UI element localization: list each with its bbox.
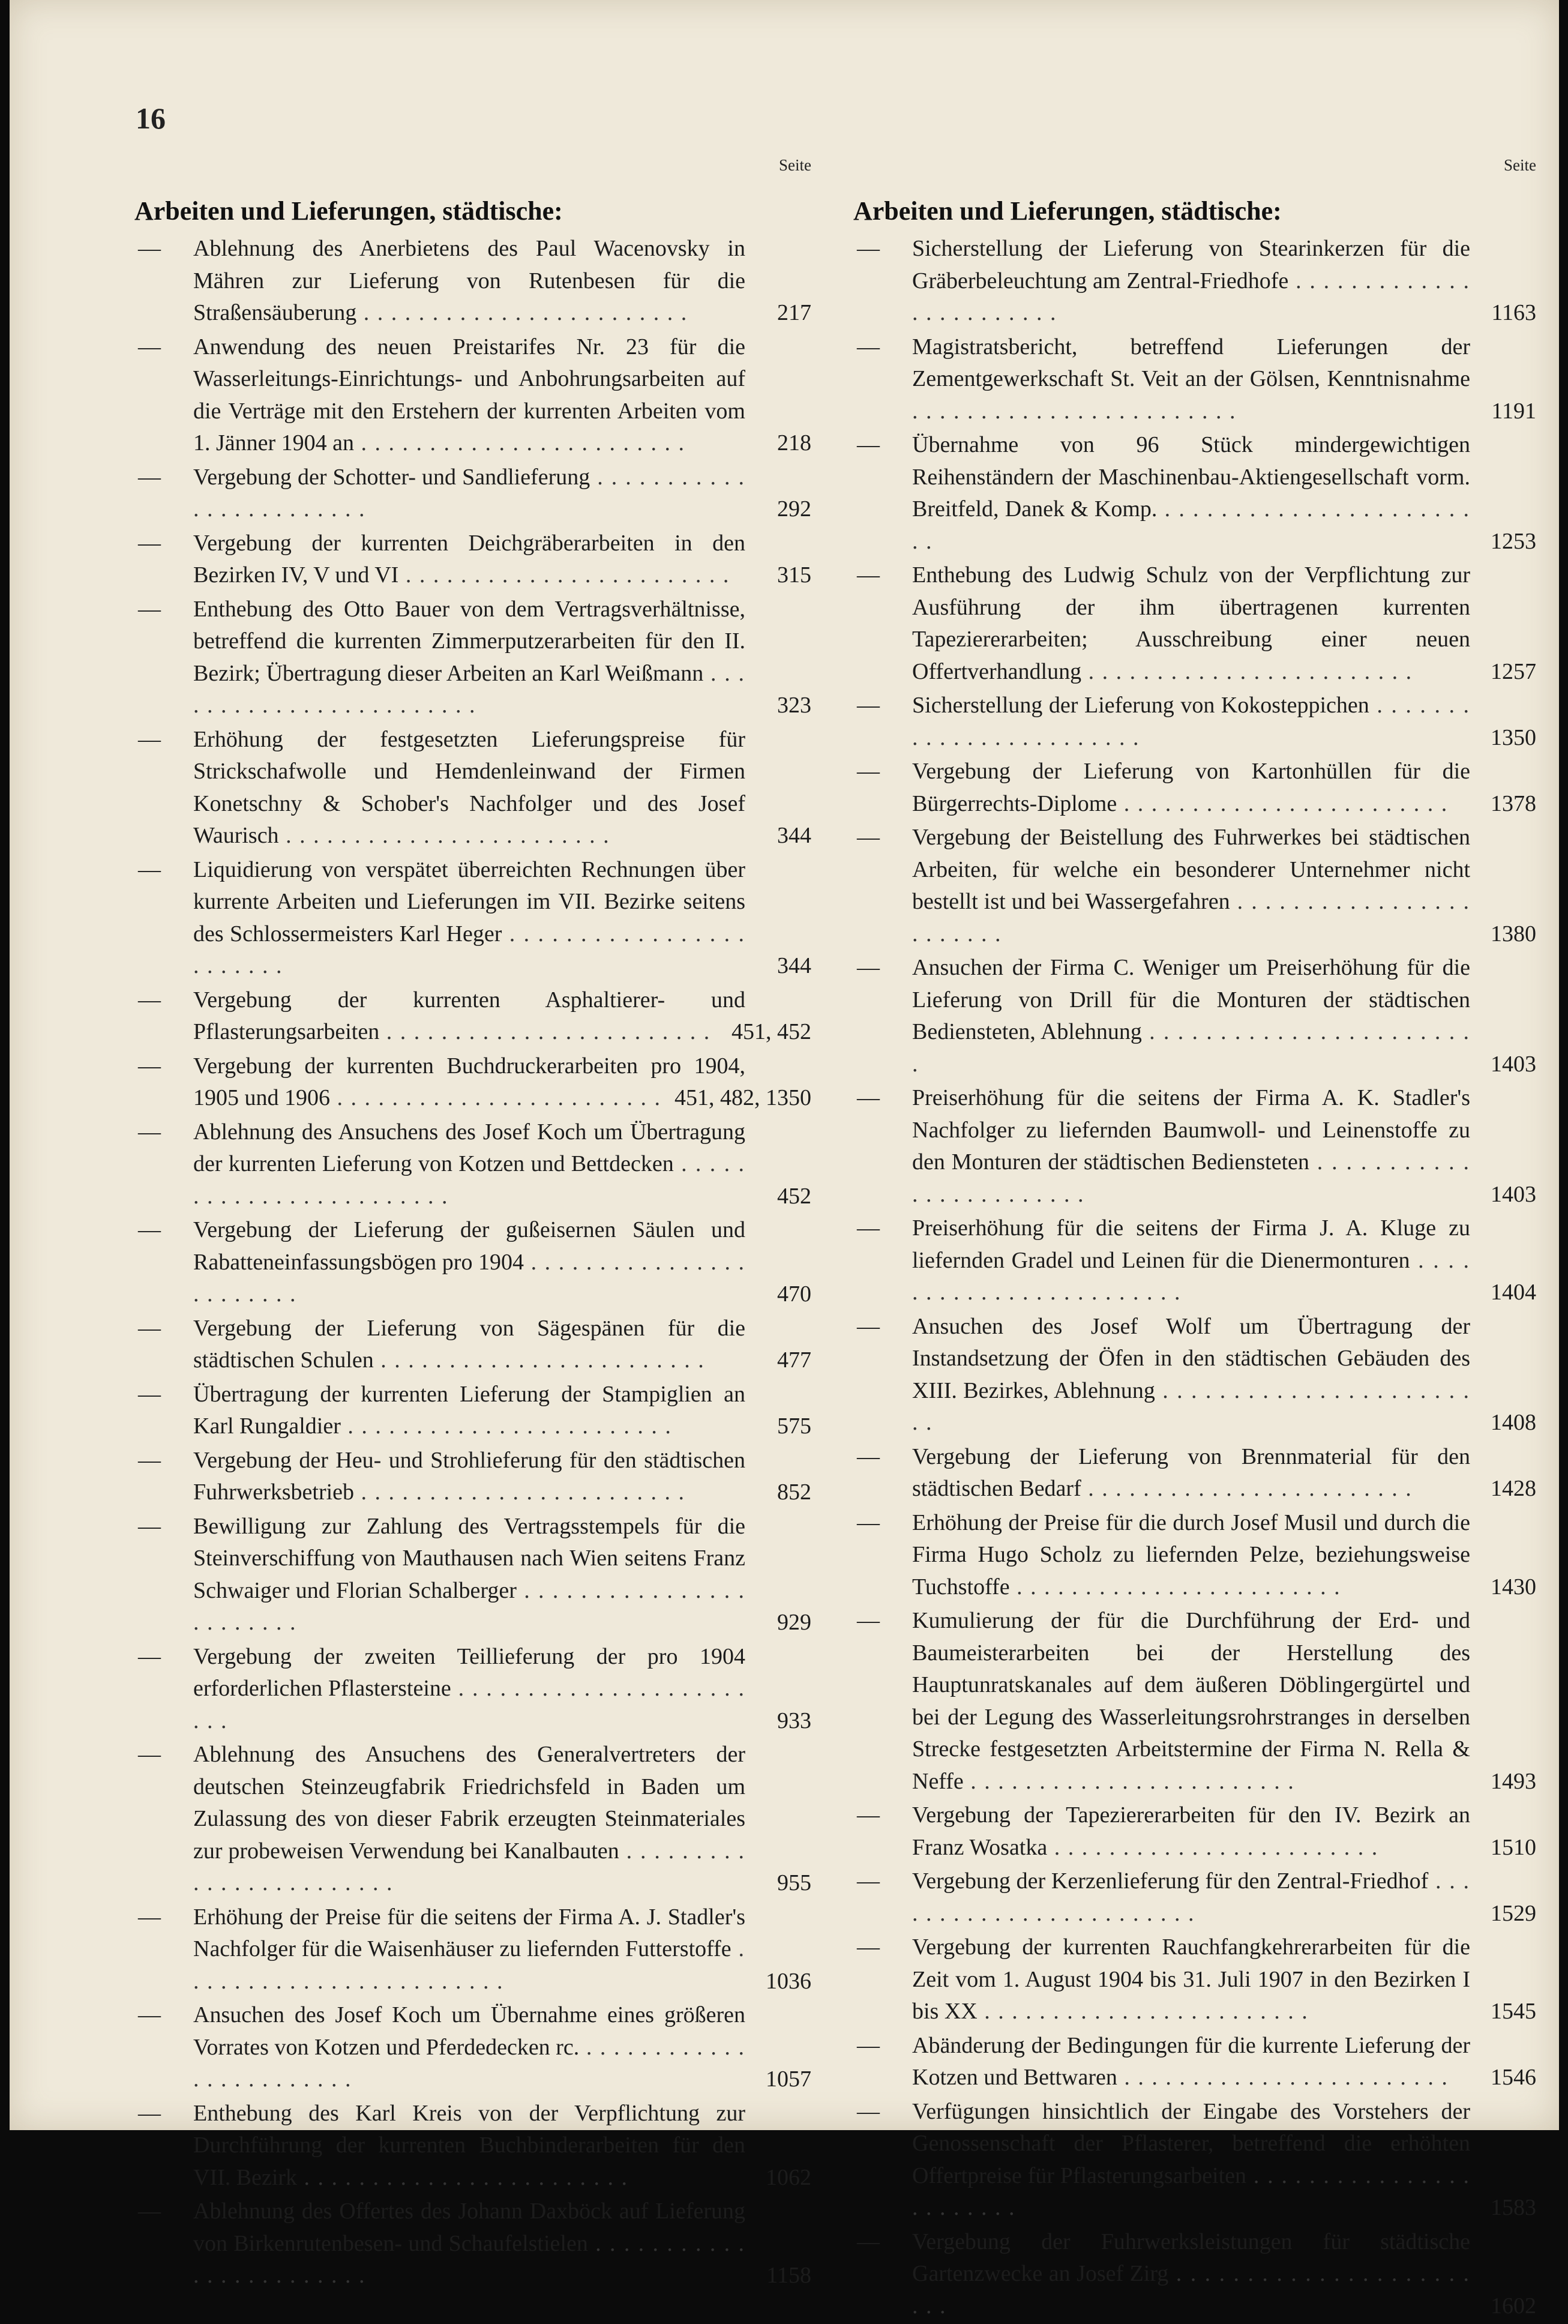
page-reference: 1428 <box>1491 1476 1536 1501</box>
page-reference: 852 <box>777 1480 811 1505</box>
page-number: 16 <box>136 101 166 135</box>
entry-dash: — <box>138 987 161 1013</box>
entry-text-wrap <box>193 462 745 526</box>
entry-dash: — <box>138 1217 161 1242</box>
index-entry <box>127 462 811 526</box>
page-reference: 929 <box>777 1610 811 1635</box>
index-entry <box>846 233 1536 330</box>
index-entry <box>846 1799 1536 1864</box>
entry-text: Vergebung der Lieferung der gußeisernen Säulen und Rabatteneinfassungsbögen pro 1904 . . . <box>193 1217 745 1307</box>
entry-dash: — <box>138 1381 161 1407</box>
index-entry <box>846 1441 1536 1505</box>
entry-dash: — <box>138 726 161 752</box>
index-entry <box>127 1901 811 1998</box>
index-entry <box>846 952 1536 1080</box>
page-reference: 1583 <box>1491 2195 1536 2220</box>
index-entry <box>127 2098 811 2194</box>
entry-text-wrap <box>912 2096 1470 2224</box>
index-entry <box>127 984 811 1049</box>
entry-list <box>846 233 1536 2324</box>
index-entry <box>127 528 811 592</box>
entry-text: Vergebung der Kerzenlieferung für den Zentral-Friedhof . . . <box>912 1868 1470 1926</box>
entry-text-wrap <box>912 2226 1470 2323</box>
entry-text: Übernahme von 96 Stück mindergewichtigen Reihenständern der Maschinenbau-Aktiengesellschaft vorm. Breitfeld, Danek & Komp. . . . <box>912 432 1470 554</box>
page-reference: 218 <box>777 430 811 456</box>
entry-dash: — <box>857 759 880 784</box>
entry-text-wrap <box>193 854 745 983</box>
entry-text: Erhöhung der Preise für die seitens der Firma A. J. Stadler's Nachfolger für die Waisenhäuser zu liefernden Futterstoffe . . . <box>193 1904 745 1994</box>
index-entry <box>846 1865 1536 1930</box>
entry-dash: — <box>857 236 880 261</box>
index-entry <box>846 1931 1536 2028</box>
entry-text: Bewilligung zur Zahlung des Vertragsstempels für die Steinverschiffung von Mauthausen nach Wien seitens Franz Schwaiger und Florian Schalberger . . . <box>193 1514 745 1636</box>
page-reference: 470 <box>777 1281 811 1307</box>
entry-text-wrap <box>193 331 745 460</box>
index-entry <box>127 2196 811 2292</box>
entry-dash: — <box>857 825 880 850</box>
entry-dash: — <box>138 464 161 490</box>
index-entry <box>846 1605 1536 1798</box>
page-reference: 217 <box>777 300 811 325</box>
entry-text: Erhöhung der festgesetzten Lieferungspreise für Strickschafwolle und Hemdenleinwand der Firmen Konetschny & Schober's Nachfolger und des Josef Waurisch . . . <box>193 727 745 849</box>
entry-text: Anwendung des neuen Preistarifes Nr. 23 für die Wasserleitungs-Einrichtungs- und Anbohrungsarbeiten auf die Verträge mit den Erstehern der kurrenten Arbeiten vom 1. Jänner 1904 an . . . <box>193 334 745 456</box>
entry-dash: — <box>857 334 880 360</box>
page-reference: 315 <box>777 562 811 588</box>
entry-text-wrap <box>193 1379 745 1443</box>
entry-text-wrap <box>912 1311 1470 1439</box>
entry-text: Liquidierung von verspätet überreichten Rechnungen über kurrente Arbeiten und Lieferungen im VII. Bezirke seitens des Schlossermeisters Karl Heger . . . <box>193 857 745 979</box>
entry-text: Ansuchen des Josef Koch um Übernahme eines größeren Vorrates von Kotzen und Pferdedecken rc. . . . <box>193 2002 745 2092</box>
entry-text: Vergebung der Lieferung von Brennmaterial für den städtischen Bedarf . . . <box>912 1444 1470 1502</box>
page-reference: 1036 <box>766 1968 811 1994</box>
entry-text: Vergebung der Lieferung von Sägespänen für die städtischen Schulen . . . <box>193 1316 745 1373</box>
entry-text-wrap <box>193 1050 745 1115</box>
entry-text-wrap <box>912 1441 1470 1505</box>
index-entry <box>127 1999 811 2096</box>
entry-dash: — <box>138 1513 161 1539</box>
page-reference: 477 <box>777 1347 811 1373</box>
entry-text-wrap <box>912 1212 1470 1309</box>
entry-text-wrap <box>912 1605 1470 1798</box>
index-entry <box>127 1511 811 1639</box>
entry-text: Vergebung der Heu- und Strohlieferung für den städtischen Fuhrwerksbetrieb . . . <box>193 1448 745 1505</box>
entry-text-wrap <box>912 1507 1470 1604</box>
entry-text: Vergebung der kurrenten Asphaltierer- und Pflasterungsarbeiten . . . <box>193 987 745 1045</box>
entry-text-wrap <box>193 2098 745 2194</box>
index-entry <box>846 1311 1536 1439</box>
entry-text-wrap <box>193 1445 745 1509</box>
entry-text: Übertragung der kurrenten Lieferung der Stampiglien an Karl Rungaldier . . . <box>193 1382 745 1439</box>
entry-dash: — <box>857 432 880 457</box>
index-entry <box>127 1214 811 1311</box>
entry-text: Sicherstellung der Lieferung von Kokosteppichen . . . <box>912 693 1470 750</box>
page-reference: 1378 <box>1491 790 1536 816</box>
entry-dash: — <box>138 596 161 622</box>
entry-text-wrap <box>912 429 1470 558</box>
page-reference: 1404 <box>1491 1280 1536 1305</box>
entry-text: Vergebung der Lieferung von Kartonhüllen für die Bürgerrechts-Diplome . . . <box>912 759 1470 816</box>
index-entry <box>846 1212 1536 1309</box>
page-reference: 1408 <box>1491 1410 1536 1435</box>
entry-text-wrap <box>912 756 1470 820</box>
entry-text: Vergebung der Fuhrwerksleistungen für städtische Gartenzwecke an Josef Zirg . . . <box>912 2229 1470 2319</box>
index-entry <box>127 331 811 460</box>
entry-text: Preiserhöhung für die seitens der Firma A. K. Stadler's Nachfolger zu liefernden Baumwoll- und Leinenstoffe zu den Monturen der städtischen Bediensteten . . . <box>912 1085 1470 1207</box>
page-reference: 292 <box>777 496 811 522</box>
entry-text-wrap <box>912 952 1470 1080</box>
entry-text-wrap <box>193 528 745 592</box>
page-reference: 1510 <box>1491 1834 1536 1860</box>
entry-text: Vergebung der Tapeziererarbeiten für den IV. Bezirk an Franz Wosatka . . . <box>912 1802 1470 1860</box>
entry-list <box>127 233 811 2294</box>
page <box>10 0 1559 2319</box>
entry-dash: — <box>857 2098 880 2124</box>
entry-text: Ablehnung des Ansuchens des Generalvertreters der deutschen Steinzeugfabrik Friedrichsfeld in Baden um Zulassung des von dieser Fabrik erzeugten Steinmateriales zur probeweisen Verwendung bei Kanalbauten . . . <box>193 1742 745 1895</box>
page-reference: 1403 <box>1491 1181 1536 1207</box>
index-entry <box>846 429 1536 558</box>
entry-dash: — <box>857 693 880 718</box>
entry-dash: — <box>857 1313 880 1339</box>
index-entry <box>127 724 811 852</box>
entry-dash: — <box>138 334 161 360</box>
entry-text: Enthebung des Otto Bauer von dem Vertragsverhältnisse, betreffend die kurrenten Zimmerputzerarbeiten für den II. Bezirk; Übertragung dieser Arbeiten an Karl Weißmann . . . <box>193 597 745 718</box>
entry-text-wrap <box>912 559 1470 688</box>
entry-dash: — <box>138 530 161 556</box>
index-entry <box>846 2226 1536 2323</box>
entry-text-wrap <box>193 1739 745 1900</box>
entry-text-wrap <box>193 1116 745 1213</box>
page-reference: 1257 <box>1491 658 1536 684</box>
entry-text-wrap <box>912 1865 1470 1930</box>
entry-dash: — <box>138 2100 161 2126</box>
index-entry <box>846 756 1536 820</box>
entry-dash: — <box>138 2002 161 2027</box>
entry-text: Magistratsbericht, betreffend Lieferungen der Zementgewerkschaft St. Veit an der Gölsen, Kenntnisnahme . . . <box>912 334 1470 424</box>
entry-text: Ansuchen der Firma C. Weniger um Preiserhöhung für die Lieferung von Drill für die Monturen der städtischen Bediensteten, Ablehnung . . . <box>912 955 1470 1077</box>
index-entry <box>846 559 1536 688</box>
entry-text: Enthebung des Karl Kreis von der Verpflichtung zur Durchführung der kurrenten Buchbinderarbeiten für den VII. Bezirk . . . <box>193 2101 745 2190</box>
entry-dash: — <box>857 1510 880 1535</box>
index-entry <box>127 594 811 722</box>
entry-text: Vergebung der kurrenten Rauchfangkehrerarbeiten für die Zeit vom 1. August 1904 bis 31. Juli 1907 in den Bezirken I bis XX . . . <box>912 1934 1470 2024</box>
seite-label: Seite <box>1504 156 1536 174</box>
entry-dash: — <box>857 1215 880 1241</box>
section-heading: Arbeiten und Lieferungen, städtische: <box>134 196 563 226</box>
page-reference: 1380 <box>1491 921 1536 947</box>
entry-text-wrap <box>193 724 745 852</box>
index-entry <box>127 1739 811 1900</box>
entry-text: Verfügungen hinsichtlich der Eingabe des Vorstehers der Genossenschaft der Pflasterer, betreffend die erhöhten Offertpreise für Pflasterungsarbeiten . . . <box>912 2099 1470 2221</box>
page-reference: 344 <box>777 823 811 848</box>
index-entry <box>127 1379 811 1443</box>
seite-label: Seite <box>779 156 811 174</box>
entry-text: Preiserhöhung für die seitens der Firma J. A. Kluge zu liefernden Gradel und Leinen für die Dienermonturen . . . <box>912 1215 1470 1305</box>
page-reference: 1430 <box>1491 1574 1536 1600</box>
entry-dash: — <box>857 1085 880 1110</box>
page-reference: 1602 <box>1491 2293 1536 2319</box>
index-entry <box>846 822 1536 950</box>
index-entry <box>127 1050 811 1115</box>
page-reference: 1191 <box>1491 398 1536 424</box>
entry-text: Vergebung der zweiten Teillieferung der pro 1904 erforderlichen Pflastersteine . . . <box>193 1644 745 1733</box>
entry-dash: — <box>857 1608 880 1633</box>
index-entry <box>846 690 1536 754</box>
page-reference: 323 <box>777 693 811 718</box>
entry-text-wrap <box>912 331 1470 428</box>
index-entry <box>127 1641 811 1738</box>
entry-dash: — <box>138 1643 161 1669</box>
page-reference: 1493 <box>1491 1768 1536 1794</box>
page-reference: 575 <box>777 1413 811 1439</box>
index-entry <box>846 331 1536 428</box>
entry-dash: — <box>138 236 161 261</box>
index-entry <box>846 2030 1536 2094</box>
index-entry <box>127 854 811 983</box>
entry-text: Vergebung der Beistellung des Fuhrwerkes bei städtischen Arbeiten, für welche ein besonderer Unternehmer nicht bestellt ist und bei Wassergefahren . . . <box>912 825 1470 947</box>
index-entry <box>127 233 811 330</box>
page-reference: 1062 <box>766 2164 811 2190</box>
entry-text-wrap <box>193 1641 745 1738</box>
entry-text: Kumulierung der für die Durchführung der Erd- und Baumeisterarbeiten bei der Herstellung des Hauptunratskanales auf dem äußeren Döblingergürtel und bei der Legung des Wasserleitungsrohrstranges in derselben Strecke festgesetzten Arbeitstermine der Firma N. Rella & Neffe . . . <box>912 1608 1470 1794</box>
page-reference: 1403 <box>1491 1051 1536 1077</box>
entry-text: Ablehnung des Anerbietens des Paul Wacenovsky in Mähren zur Lieferung von Rutenbesen für die Straßensäuberung . . . <box>193 236 745 325</box>
entry-text: Enthebung des Ludwig Schulz von der Verpflichtung zur Ausführung der ihm übertragenen kurrenten Tapeziererarbeiten; Ausschreibung einer neuen Offertverhandlung . . . <box>912 562 1470 684</box>
entry-text-wrap <box>193 1511 745 1639</box>
entry-dash: — <box>857 1802 880 1828</box>
page-reference: 344 <box>777 953 811 978</box>
index-entry <box>127 1445 811 1509</box>
entry-text-wrap <box>193 2196 745 2292</box>
page-reference: 451, 452 <box>731 1019 811 1044</box>
entry-dash: — <box>138 1119 161 1145</box>
page-reference: 1057 <box>766 2067 811 2092</box>
entry-dash: — <box>138 1447 161 1473</box>
page-reference: 452 <box>777 1183 811 1209</box>
index-entry <box>846 1507 1536 1604</box>
entry-text: Abänderung der Bedingungen für die kurrente Lieferung der Kotzen und Bettwaren . . . <box>912 2033 1470 2091</box>
entry-text: Vergebung der kurrenten Buchdruckerarbeiten pro 1904, 1905 und 1906 . . . <box>193 1053 745 1111</box>
entry-text-wrap <box>193 1313 745 1377</box>
page-reference: 1546 <box>1491 2065 1536 2090</box>
entry-dash: — <box>138 856 161 882</box>
entry-text-wrap <box>912 690 1470 754</box>
entry-dash: — <box>857 1934 880 1960</box>
entry-dash: — <box>138 1315 161 1341</box>
entry-text-wrap <box>193 1901 745 1998</box>
index-entry <box>846 1082 1536 1211</box>
entry-text: Erhöhung der Preise für die durch Josef Musil und durch die Firma Hugo Scholz zu liefernden Pelze, beziehungsweise Tuchstoffe . . . <box>912 1510 1470 1600</box>
index-entry <box>846 2096 1536 2224</box>
entry-text-wrap <box>912 1082 1470 1211</box>
entry-text: Ansuchen des Josef Wolf um Übertragung der Instandsetzung der Öfen in den städtischen Gebäuden des XIII. Bezirkes, Ablehnung . . . <box>912 1314 1470 1436</box>
page-reference: 933 <box>777 1708 811 1733</box>
entry-text: Vergebung der kurrenten Deichgräberarbeiten in den Bezirken IV, V und VI . . . <box>193 531 745 588</box>
entry-dash: — <box>857 2032 880 2058</box>
page-reference: 451, 482, 1350 <box>674 1085 811 1110</box>
entry-dash: — <box>857 2229 880 2254</box>
entry-dash: — <box>138 1742 161 1767</box>
entry-dash: — <box>857 562 880 588</box>
index-entry <box>127 1116 811 1213</box>
entry-text-wrap <box>193 984 745 1049</box>
entry-dash: — <box>857 955 880 980</box>
entry-text-wrap <box>912 822 1470 950</box>
entry-dash: — <box>857 1868 880 1894</box>
entry-text-wrap <box>193 233 745 330</box>
entry-text-wrap <box>912 2030 1470 2094</box>
entry-text: Sicherstellung der Lieferung von Stearinkerzen für die Gräberbeleuchtung am Zentral-Friedhofe . . . <box>912 236 1470 325</box>
entry-text-wrap <box>912 233 1470 330</box>
entry-dash: — <box>138 1904 161 1930</box>
entry-text: Ablehnung des Offertes des Johann Daxböck auf Lieferung von Birkenrutenbesen- und Schaufelstielen . . . <box>193 2199 745 2288</box>
section-heading: Arbeiten und Lieferungen, städtische: <box>853 196 1282 226</box>
entry-text-wrap <box>193 1999 745 2096</box>
page-reference: 1253 <box>1491 528 1536 554</box>
entry-text-wrap <box>193 1214 745 1311</box>
entry-dash: — <box>857 1443 880 1469</box>
page-reference: 1545 <box>1491 1999 1536 2024</box>
entry-text: Ablehnung des Ansuchens des Josef Koch um Übertragung der kurrenten Lieferung von Kotzen und Bettdecken . . . <box>193 1119 745 1209</box>
entry-text-wrap <box>912 1799 1470 1864</box>
page-reference: 1529 <box>1491 1900 1536 1926</box>
entry-text-wrap <box>193 594 745 722</box>
entry-text: Vergebung der Schotter- und Sandlieferung . . . <box>193 465 745 522</box>
entry-dash: — <box>138 2199 161 2224</box>
index-entry <box>127 1313 811 1377</box>
entry-dash: — <box>138 1053 161 1079</box>
page-reference: 955 <box>777 1870 811 1895</box>
page-reference: 1350 <box>1491 724 1536 750</box>
entry-text-wrap <box>912 1931 1470 2028</box>
page-reference: 1163 <box>1491 300 1536 325</box>
page-reference: 1158 <box>766 2263 811 2288</box>
